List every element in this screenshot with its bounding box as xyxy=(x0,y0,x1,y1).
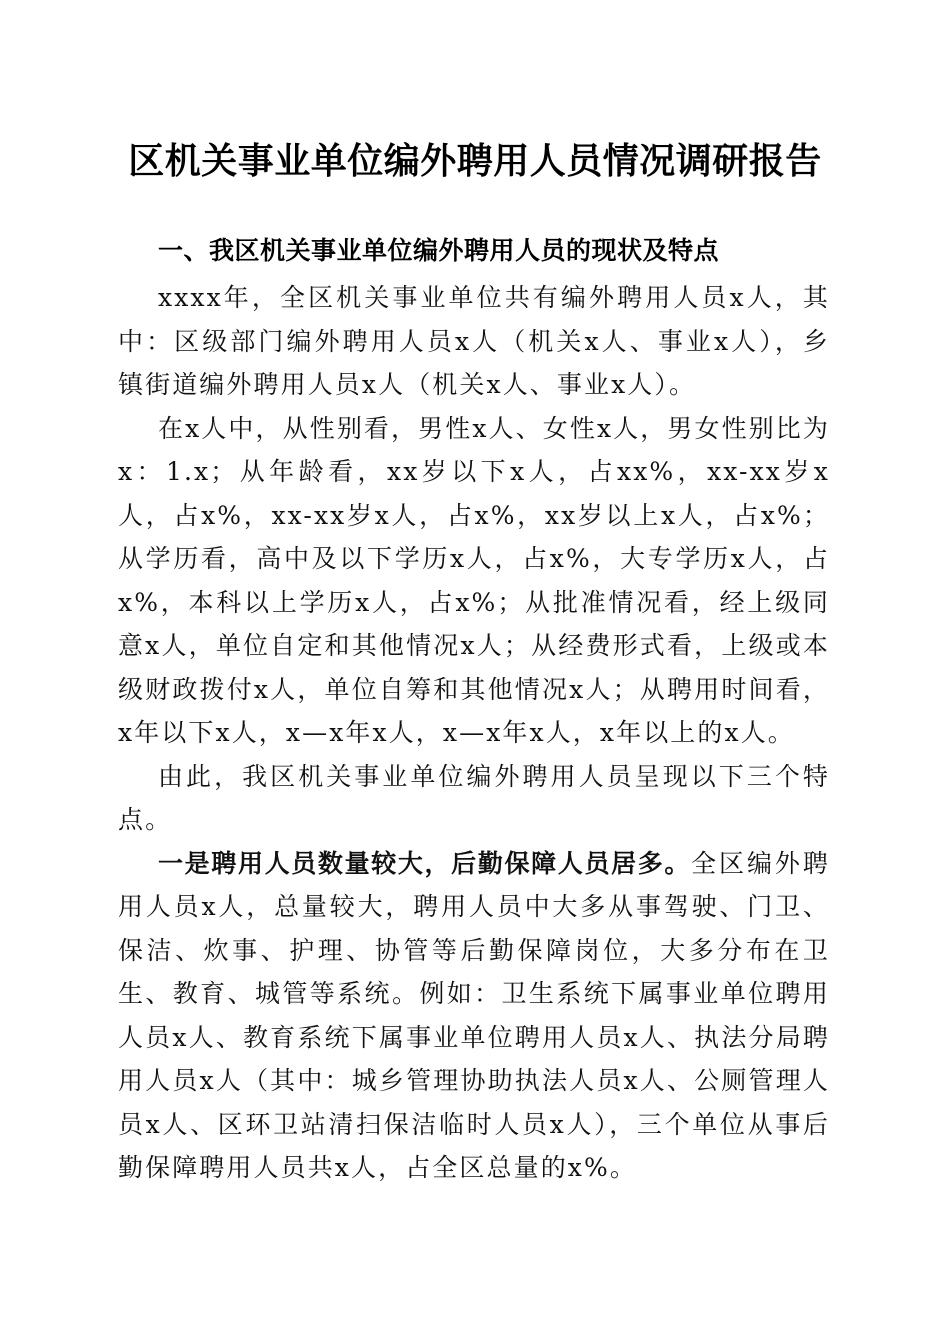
paragraph-statistics: 在x人中，从性别看，男性x人、女性x人，男女性别比为x：1.x；从年龄看，xx岁以下x人，占xx%，xx-xx岁x人，占x%，xx-xx岁x人，占x%，xx岁以上x人，占x%；从学历看，高中及以下学历x人，占x%，大专学历x人，占x%，本科以上学历x人，占x%；从批准情况看，经上级同意x人，单位自定和其他情况x人；从经费形式看，上级或本级财政拨付x人，单位自筹和其他情况x人；从聘用时间看，x年以下x人，x—x年x人，x—x年x人，x年以上的x人。 xyxy=(118,413,830,747)
paragraph-summary: 由此，我区机关事业单位编外聘用人员呈现以下三个特点。 xyxy=(118,761,830,834)
feature-one-body: 全区编外聘用人员x人，总量较大，聘用人员中大多从事驾驶、门卫、保洁、炊事、护理、协管等后勤保障岗位，大多分布在卫生、教育、城管等系统。例如：卫生系统下属事业单位聘用人员x人、教育系统下属事业单位聘用人员x人、执法分局聘用人员x人（其中：城乡管理协助执法人员x人、公厕管理人员x人、区环卫站清扫保洁临时人员x人），三个单位从事后勤保障聘用人员共x人，占全区总量的x%。 xyxy=(118,848,830,1182)
paragraph-feature-one xyxy=(118,842,830,1190)
feature-one-lead: 一是聘用人员数量较大，后勤保障人员居多。 xyxy=(158,848,692,878)
document-title: 区机关事业单位编外聘用人员情况调研报告 xyxy=(128,140,822,182)
document-body xyxy=(118,226,830,1190)
paragraph-overview: xxxx年，全区机关事业单位共有编外聘用人员x人，其中：区级部门编外聘用人员x人（机关x人、事业x人），乡镇街道编外聘用人员x人（机关x人、事业x人）。 xyxy=(118,283,830,399)
section-heading: 一、我区机关事业单位编外聘用人员的现状及特点 xyxy=(158,236,720,265)
